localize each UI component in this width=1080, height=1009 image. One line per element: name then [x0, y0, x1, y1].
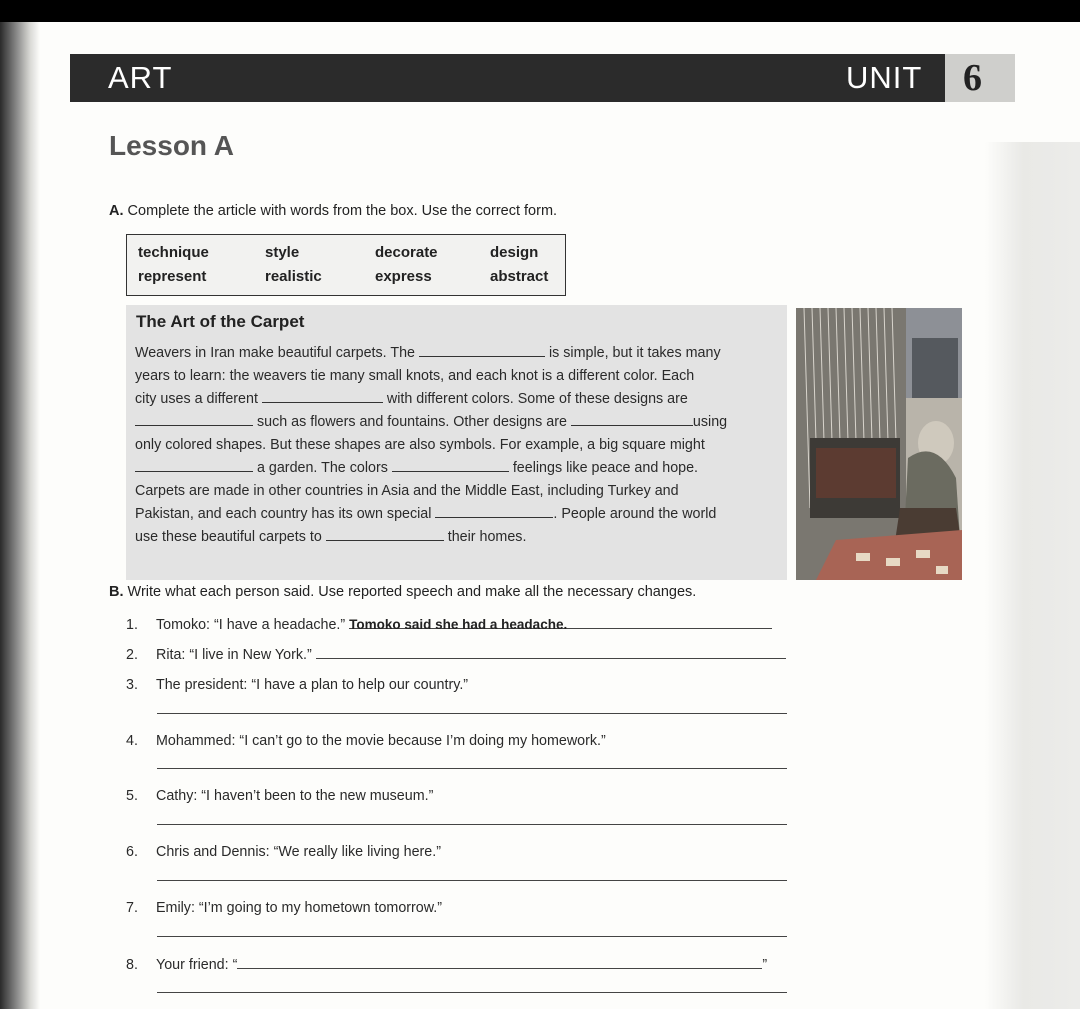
word-box-item: express	[375, 268, 432, 285]
item-prompt: Emily: “I’m going to my hometown tomorrow.”	[156, 900, 443, 916]
carpet-weaver-photo	[796, 308, 962, 580]
unit-number: 6	[963, 57, 982, 99]
article-text: Pakistan, and each country has its own special	[135, 506, 432, 522]
word-box-item: represent	[138, 268, 207, 285]
article-text: using	[692, 414, 728, 430]
exercise-a-text: Complete the article with words from the box. Use the correct form.	[127, 203, 558, 219]
article-line	[135, 503, 716, 525]
exercise-a-letter: A.	[109, 203, 124, 219]
carpet-weaver-illustration	[796, 308, 962, 580]
fill-in-blank[interactable]	[262, 388, 383, 403]
article-text: Carpets are made in other countries in Asia and the Middle East, including Turkey and	[135, 483, 679, 499]
word-box-item: design	[490, 244, 539, 261]
list-item	[126, 644, 786, 666]
article-text: . People around the world	[553, 506, 717, 522]
item-prompt: Rita: “I live in New York.”	[156, 647, 312, 663]
item-number: 1.	[126, 617, 138, 633]
fill-in-blank[interactable]	[419, 342, 545, 357]
subject-title: ART	[108, 60, 173, 95]
item-number: 2.	[126, 647, 138, 663]
list-item	[126, 730, 606, 752]
answer-line[interactable]	[157, 880, 787, 881]
list-item	[126, 841, 441, 863]
unit-label: UNIT	[846, 60, 923, 95]
fill-in-blank[interactable]	[435, 503, 553, 518]
answer-line[interactable]	[157, 936, 787, 937]
word-box-item: technique	[138, 244, 209, 261]
item-prompt: The president: “I have a plan to help our country.”	[156, 677, 469, 693]
fill-in-blank[interactable]	[571, 411, 693, 426]
article-line	[135, 457, 698, 479]
answer-line[interactable]	[157, 992, 787, 993]
item-number: 4.	[126, 733, 138, 749]
item-number: 5.	[126, 788, 138, 804]
article-text: years to learn: the weavers tie many small knots, and each knot is a different color. Each	[135, 368, 695, 384]
article-line	[135, 365, 694, 387]
article-line	[135, 434, 705, 456]
list-item	[126, 785, 433, 807]
list-item	[126, 954, 767, 976]
closing-quote: ”	[762, 957, 768, 973]
article-text: with different colors. Some of these designs are	[386, 391, 688, 407]
facing-page-edge	[985, 142, 1080, 1009]
article-line	[135, 411, 727, 433]
exercise-b-text: Write what each person said. Use reported speech and make all the necessary changes.	[127, 584, 697, 600]
word-box-item: decorate	[375, 244, 438, 261]
workbook-page	[0, 22, 1080, 1009]
answer-line[interactable]	[157, 824, 787, 825]
article-line	[135, 342, 721, 364]
answer-line[interactable]	[349, 614, 772, 632]
list-item	[126, 614, 772, 636]
exercise-b-letter: B.	[109, 584, 124, 600]
article-line	[135, 388, 688, 410]
word-box-item: style	[265, 244, 300, 261]
article-text: their homes.	[447, 529, 527, 545]
word-box-item: abstract	[490, 268, 549, 285]
item-number: 7.	[126, 900, 138, 916]
article-line	[135, 480, 679, 502]
article-text: such as flowers and fountains. Other designs are	[256, 414, 567, 430]
article-text: use these beautiful carpets to	[135, 529, 322, 545]
item-number: 8.	[126, 957, 138, 973]
item-number: 6.	[126, 844, 138, 860]
article-text: is simple, but it takes many	[548, 345, 721, 361]
list-item	[126, 897, 442, 919]
binding-shadow	[0, 22, 40, 1009]
item-prompt: Mohammed: “I can’t go to the movie because I’m doing my homework.”	[156, 733, 606, 749]
item-prompt: Your friend: “	[156, 957, 238, 973]
item-prompt: Chris and Dennis: “We really like living here.”	[156, 844, 441, 860]
list-item	[126, 674, 468, 696]
answer-line[interactable]	[237, 954, 762, 969]
fill-in-blank[interactable]	[326, 526, 444, 541]
item-number: 3.	[126, 677, 138, 693]
article-text: only colored shapes. But these shapes are also symbols. For example, a big square might	[135, 437, 705, 453]
answer-line[interactable]	[316, 644, 786, 659]
fill-in-blank[interactable]	[135, 411, 253, 426]
answer-line[interactable]	[157, 768, 787, 769]
article-text: Weavers in Iran make beautiful carpets. The	[135, 345, 415, 361]
article-text: city uses a different	[135, 391, 258, 407]
item-prompt: Tomoko: “I have a headache.”	[156, 617, 346, 633]
article-text: feelings like peace and hope.	[512, 460, 699, 476]
item-prompt: Cathy: “I haven’t been to the new museum.”	[156, 788, 434, 804]
fill-in-blank[interactable]	[135, 457, 253, 472]
answer-line[interactable]	[157, 713, 787, 714]
word-box-item: realistic	[265, 268, 322, 285]
article-line	[135, 526, 526, 548]
lesson-title: Lesson A	[109, 130, 234, 161]
sample-answer: Tomoko said she had a headache.	[349, 617, 568, 632]
fill-in-blank[interactable]	[392, 457, 509, 472]
exercise-b-instruction	[109, 584, 696, 600]
article-title: The Art of the Carpet	[136, 312, 305, 331]
exercise-a-instruction	[109, 203, 557, 219]
article-text: a garden. The colors	[256, 460, 388, 476]
